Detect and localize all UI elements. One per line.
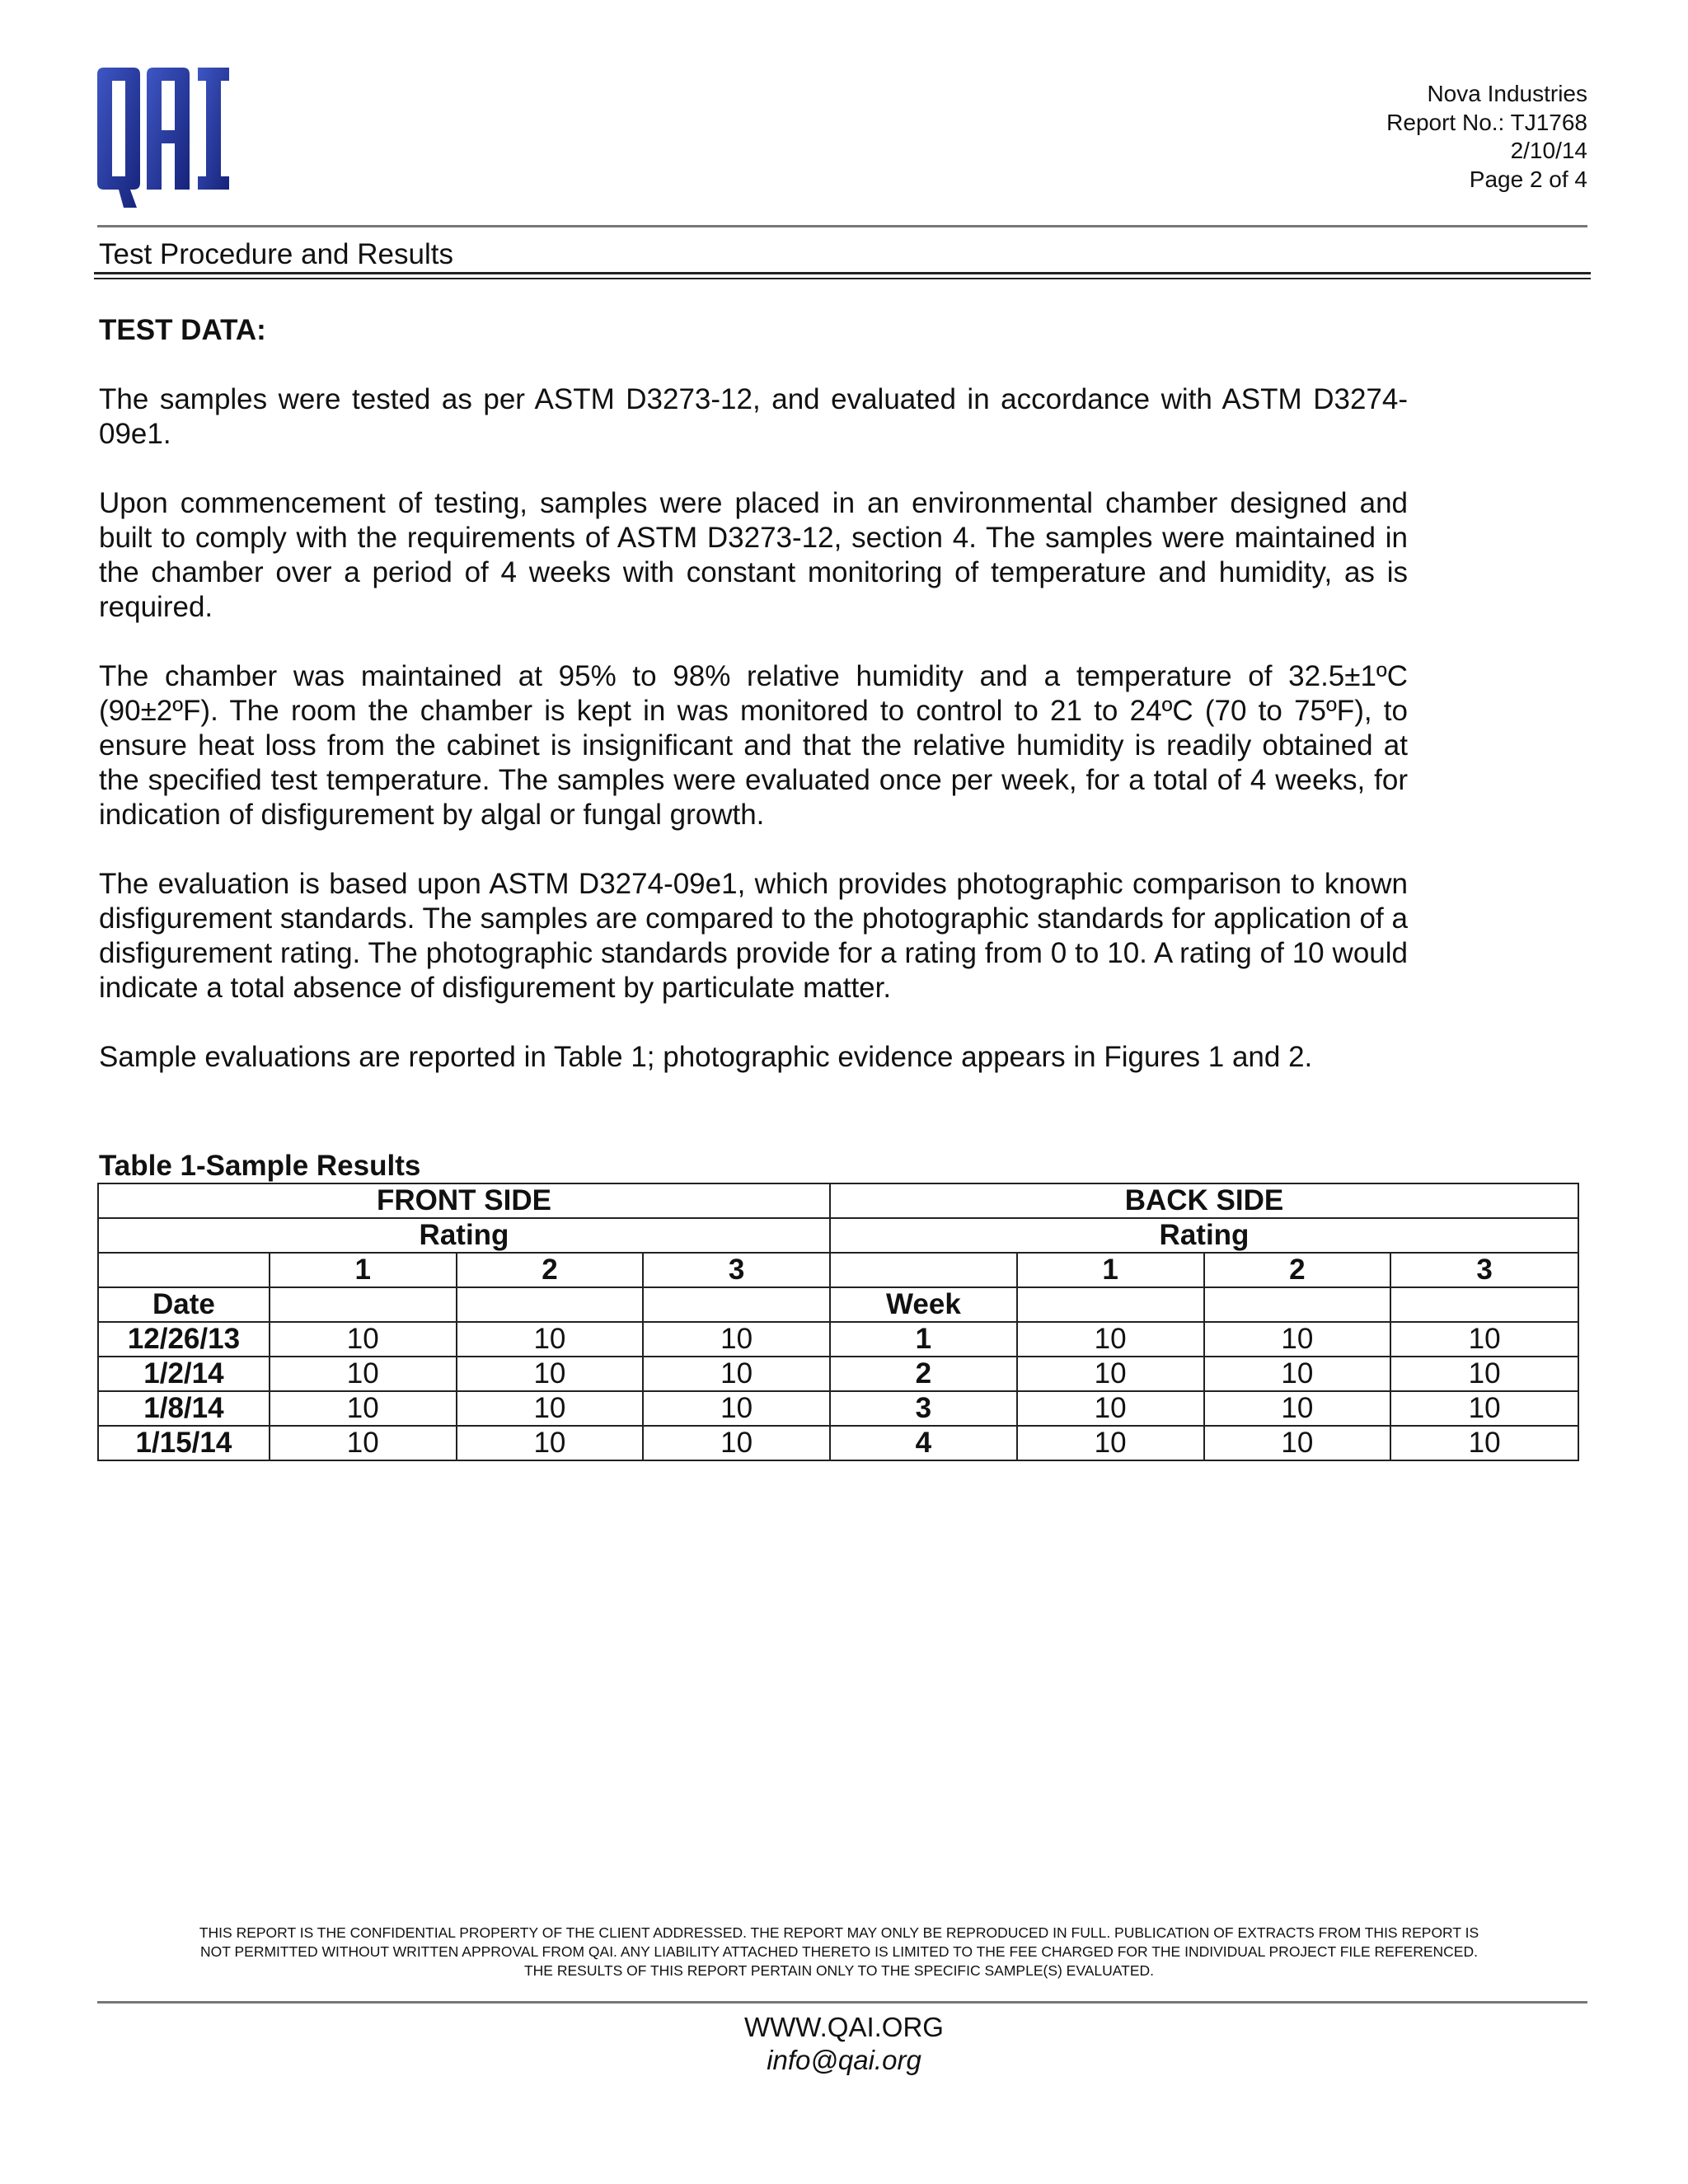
front-rating-col: 1	[270, 1253, 457, 1287]
disclaimer-line: THE RESULTS OF THIS REPORT PERTAIN ONLY TO THE SPECIFIC SAMPLE(S) EVALUATED.	[523, 1962, 1155, 1979]
back-rating-header: Rating	[830, 1218, 1578, 1253]
front-rating-value: 10	[643, 1391, 830, 1426]
paragraph: The evaluation is based upon ASTM D3274-09e1, which provides photographic comparison to known disfigurement standards. The samples are compared to the photographic standards for application of a disfigurement rating. The photographic standards provide for a rating from 0 to 10. A rating of 10 would indicate a total absence of disfigurement by particulate matter.	[99, 868, 1408, 1004]
front-rating-value: 10	[457, 1357, 644, 1391]
qai-logo	[94, 68, 234, 209]
front-rating-col: 3	[643, 1253, 830, 1287]
row-date: 1/15/14	[98, 1426, 270, 1460]
front-rating-value: 10	[643, 1426, 830, 1460]
row-week: 4	[830, 1426, 1017, 1460]
blank-cell	[270, 1287, 457, 1322]
table-caption: Table 1-Sample Results	[99, 1150, 421, 1182]
front-side-header: FRONT SIDE	[98, 1183, 830, 1218]
blank-cell	[643, 1287, 830, 1322]
footer	[0, 2011, 1688, 2077]
back-rating-value: 10	[1204, 1322, 1391, 1357]
blank-cell	[98, 1253, 270, 1287]
footer-divider	[97, 2001, 1587, 2004]
back-rating-value: 10	[1017, 1357, 1204, 1391]
paragraph: Upon commencement of testing, samples were placed in an environmental chamber designed and built to comply with the requirements of ASTM D3273-12, section 4. The samples were maintained in the chamber over a period of 4 weeks with constant monitoring of temperature and humidity, as is required.	[99, 487, 1408, 623]
report-number: Report No.: TJ1768	[1386, 109, 1587, 135]
back-side-header: BACK SIDE	[830, 1183, 1578, 1218]
website-link[interactable]: WWW.QAI.ORG	[744, 2012, 944, 2042]
front-rating-value: 10	[457, 1322, 644, 1357]
back-rating-col: 2	[1204, 1253, 1391, 1287]
paragraph: Sample evaluations are reported in Table 1; photographic evidence appears in Figures 1 and 2.	[99, 1041, 1313, 1073]
section-title: Test Procedure and Results	[99, 238, 453, 270]
sample-results-table	[97, 1183, 1579, 1461]
front-rating-value: 10	[270, 1322, 457, 1357]
front-rating-value: 10	[457, 1391, 644, 1426]
header-divider	[97, 225, 1587, 227]
row-date: 1/8/14	[98, 1391, 270, 1426]
front-rating-value: 10	[270, 1357, 457, 1391]
front-rating-value: 10	[643, 1322, 830, 1357]
disclaimer-line: NOT PERMITTED WITHOUT WRITTEN APPROVAL FROM QAI. ANY LIABILITY ATTACHED THERETO IS LIMITED TO THE FEE CHARGED FOR THE INDIVIDUAL PROJECT FILE REFERENCED.	[200, 1943, 1478, 1960]
document-body	[99, 313, 1408, 1109]
section-divider	[94, 272, 1591, 279]
front-rating-value: 10	[457, 1426, 644, 1460]
back-rating-value: 10	[1390, 1426, 1578, 1460]
page-number: Page 2 of 4	[1469, 166, 1587, 192]
front-rating-col: 2	[457, 1253, 644, 1287]
back-rating-value: 10	[1017, 1322, 1204, 1357]
test-data-heading: TEST DATA:	[99, 314, 266, 346]
front-rating-value: 10	[270, 1426, 457, 1460]
email-link[interactable]: info@qai.org	[767, 2045, 921, 2075]
paragraph: The chamber was maintained at 95% to 98% relative humidity and a temperature of 32.5±1ºC (90±2ºF). The room the chamber is kept in was monitored to control to 21 to 24ºC (70 to 75ºF), to ensure heat loss from the cabinet is insignificant and that the relative humidity is readily obtained at the specified test temperature. The samples were evaluated once per week, for a total of 4 weeks, for indication of disfigurement by algal or fungal growth.	[99, 660, 1408, 831]
paragraph: The samples were tested as per ASTM D3273-12, and evaluated in accordance with ASTM D3274-09e1.	[99, 383, 1408, 450]
confidentiality-disclaimer	[97, 1924, 1581, 1980]
back-rating-value: 10	[1204, 1391, 1391, 1426]
back-rating-value: 10	[1017, 1426, 1204, 1460]
back-rating-value: 10	[1390, 1322, 1578, 1357]
table-row	[98, 1322, 1578, 1357]
blank-cell	[830, 1253, 1017, 1287]
table-row	[98, 1357, 1578, 1391]
front-rating-value: 10	[643, 1357, 830, 1391]
report-date: 2/10/14	[1510, 138, 1587, 163]
row-week: 3	[830, 1391, 1017, 1426]
date-column-header: Date	[98, 1287, 270, 1322]
back-rating-col: 1	[1017, 1253, 1204, 1287]
row-week: 1	[830, 1322, 1017, 1357]
front-rating-header: Rating	[98, 1218, 830, 1253]
row-week: 2	[830, 1357, 1017, 1391]
back-rating-col: 3	[1390, 1253, 1578, 1287]
blank-cell	[1204, 1287, 1391, 1322]
company-name: Nova Industries	[1427, 81, 1587, 106]
report-meta	[1386, 80, 1587, 194]
blank-cell	[457, 1287, 644, 1322]
row-date: 1/2/14	[98, 1357, 270, 1391]
week-column-header: Week	[830, 1287, 1017, 1322]
back-rating-value: 10	[1390, 1391, 1578, 1426]
blank-cell	[1390, 1287, 1578, 1322]
back-rating-value: 10	[1017, 1391, 1204, 1426]
table-row	[98, 1426, 1578, 1460]
table-row	[98, 1391, 1578, 1426]
back-rating-value: 10	[1390, 1357, 1578, 1391]
row-date: 12/26/13	[98, 1322, 270, 1357]
disclaimer-line: THIS REPORT IS THE CONFIDENTIAL PROPERTY OF THE CLIENT ADDRESSED. THE REPORT MAY ONLY BE REPRODUCED IN FULL. PUBLICATION OF EXTRACTS FROM THIS REPORT IS	[199, 1924, 1479, 1941]
front-rating-value: 10	[270, 1391, 457, 1426]
back-rating-value: 10	[1204, 1426, 1391, 1460]
back-rating-value: 10	[1204, 1357, 1391, 1391]
blank-cell	[1017, 1287, 1204, 1322]
